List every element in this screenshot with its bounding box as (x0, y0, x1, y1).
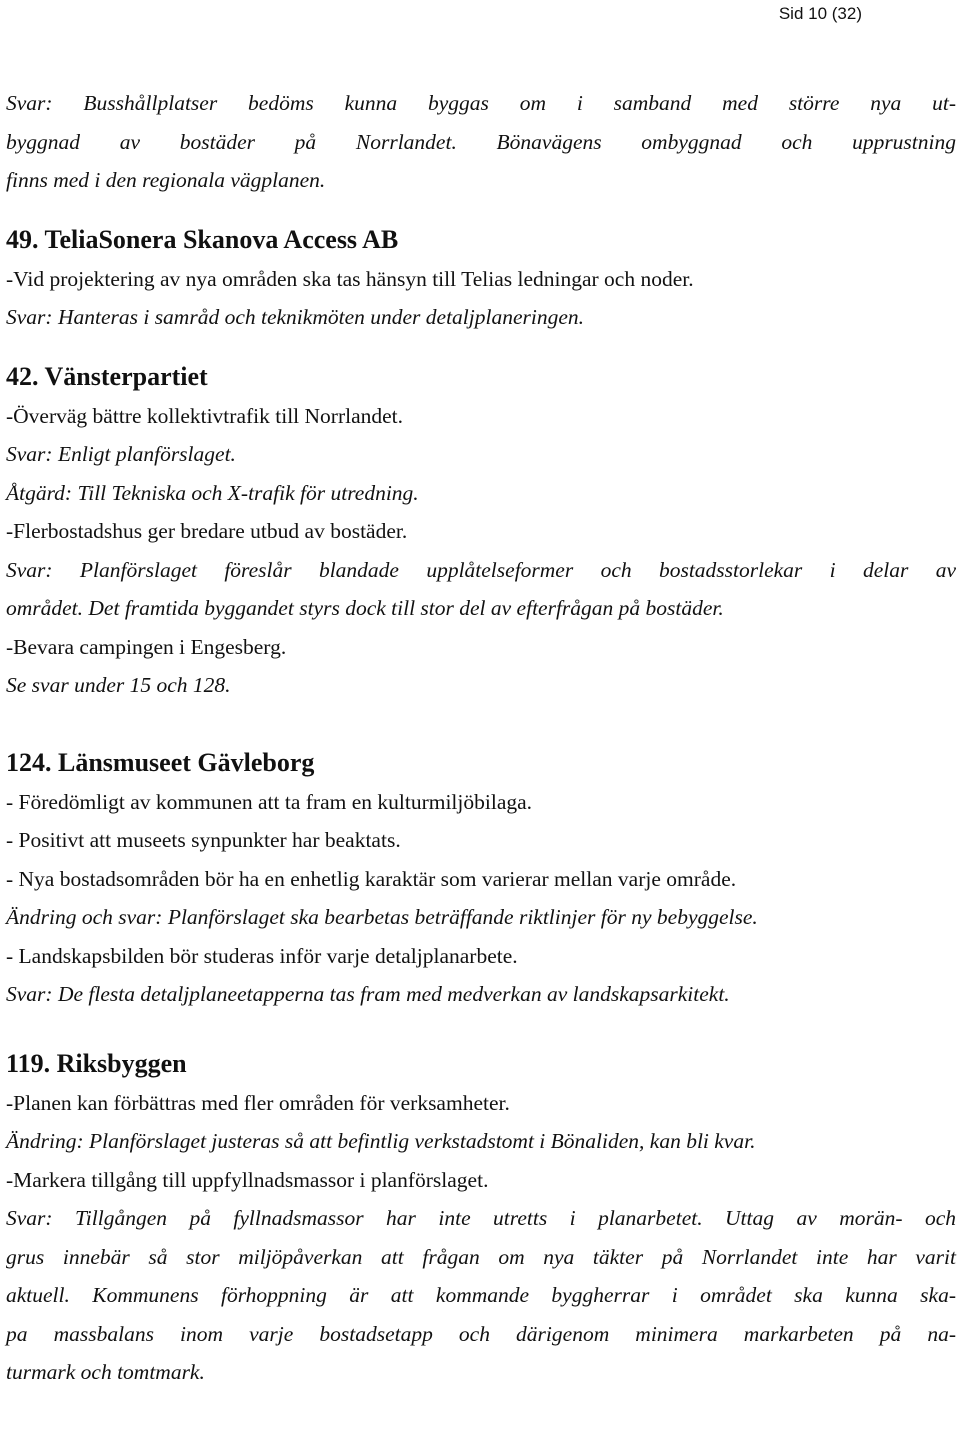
change-text: Ändring: Planförslaget justeras så att befintlig verkstadstomt i Bönaliden, kan bli kvar. (6, 1129, 756, 1153)
answer-text: Svar: Enligt planförslaget. (6, 442, 236, 466)
answer-text: turmark och tomtmark. (6, 1360, 205, 1384)
comment-text: -Planen kan förbättras med fler områden för verksamheter. (6, 1090, 510, 1115)
comment-text: - Landskapsbilden bör studeras inför varje detaljplanarbete. (6, 943, 518, 968)
answer-text: byggnad av bostäder på Norrlandet. Bönavägens ombyggnad och upprustning (6, 129, 956, 154)
answer-text: Svar: Tillgången på fyllnadsmassor har inte utretts i planarbetet. Uttag av morän- och (6, 1206, 956, 1230)
action-text: Åtgärd: Till Tekniska och X-trafik för utredning. (6, 480, 419, 505)
section-heading-119: 119. Riksbyggen (6, 1048, 187, 1078)
comment-text: -Bevara campingen i Engesberg. (6, 634, 287, 659)
answer-text: Svar: Busshållplatser bedöms kunna byggas om i samband med större nya ut- (6, 91, 956, 115)
document-body (6, 84, 956, 1392)
comment-text: -Markera tillgång till uppfyllnadsmassor i planförslaget. (6, 1167, 489, 1192)
comment-text: - Positivt att museets synpunkter har beaktats. (6, 828, 401, 852)
answer-text: Se svar under 15 och 128. (6, 673, 231, 697)
comment-text: -Vid projektering av nya områden ska tas hänsyn till Telias ledningar och noder. (6, 266, 694, 291)
answer-text: Svar: Hanteras i samråd och teknikmöten under detaljplaneringen. (6, 305, 585, 329)
section-heading-42: 42. Vänsterpartiet (6, 361, 208, 391)
section-heading-124: 124. Länsmuseet Gävleborg (6, 747, 315, 777)
answer-text: Svar: Planförslaget föreslår blandade upplåtelseformer och bostadsstorlekar i delar av (6, 557, 956, 582)
comment-text: - Nya bostadsområden bör ha en enhetlig karaktär som varierar mellan varje område. (6, 866, 737, 891)
answer-text: grus innebär så stor miljöpåverkan att frågan om nya täkter på Norrlandet inte har varit (6, 1244, 956, 1269)
answer-text: området. Det framtida byggandet styrs dock till stor del av efterfrågan på bostäder. (6, 596, 724, 620)
section-heading-49: 49. TeliaSonera Skanova Access AB (6, 224, 399, 254)
answer-text: Svar: De flesta detaljplaneetapperna tas fram med medverkan av landskapsarkitekt. (6, 982, 730, 1006)
answer-text: pa massbalans inom varje bostadsetapp och därigenom minimera markarbeten på na- (6, 1321, 956, 1346)
page-number: Sid 10 (32) (778, 4, 862, 23)
change-text: Ändring och svar: Planförslaget ska bearbetas beträffande riktlinjer för ny bebyggelse. (6, 905, 758, 929)
comment-text: -Överväg bättre kollektivtrafik till Norrlandet. (6, 403, 404, 428)
answer-text: aktuell. Kommunens förhoppning är att kommande byggherrar i området ska kunna ska- (6, 1283, 956, 1307)
comment-text: - Föredömligt av kommunen att ta fram en kulturmiljöbilaga. (6, 789, 533, 814)
comment-text: -Flerbostadshus ger bredare utbud av bostäder. (6, 519, 408, 543)
answer-text: finns med i den regionala vägplanen. (6, 168, 326, 192)
